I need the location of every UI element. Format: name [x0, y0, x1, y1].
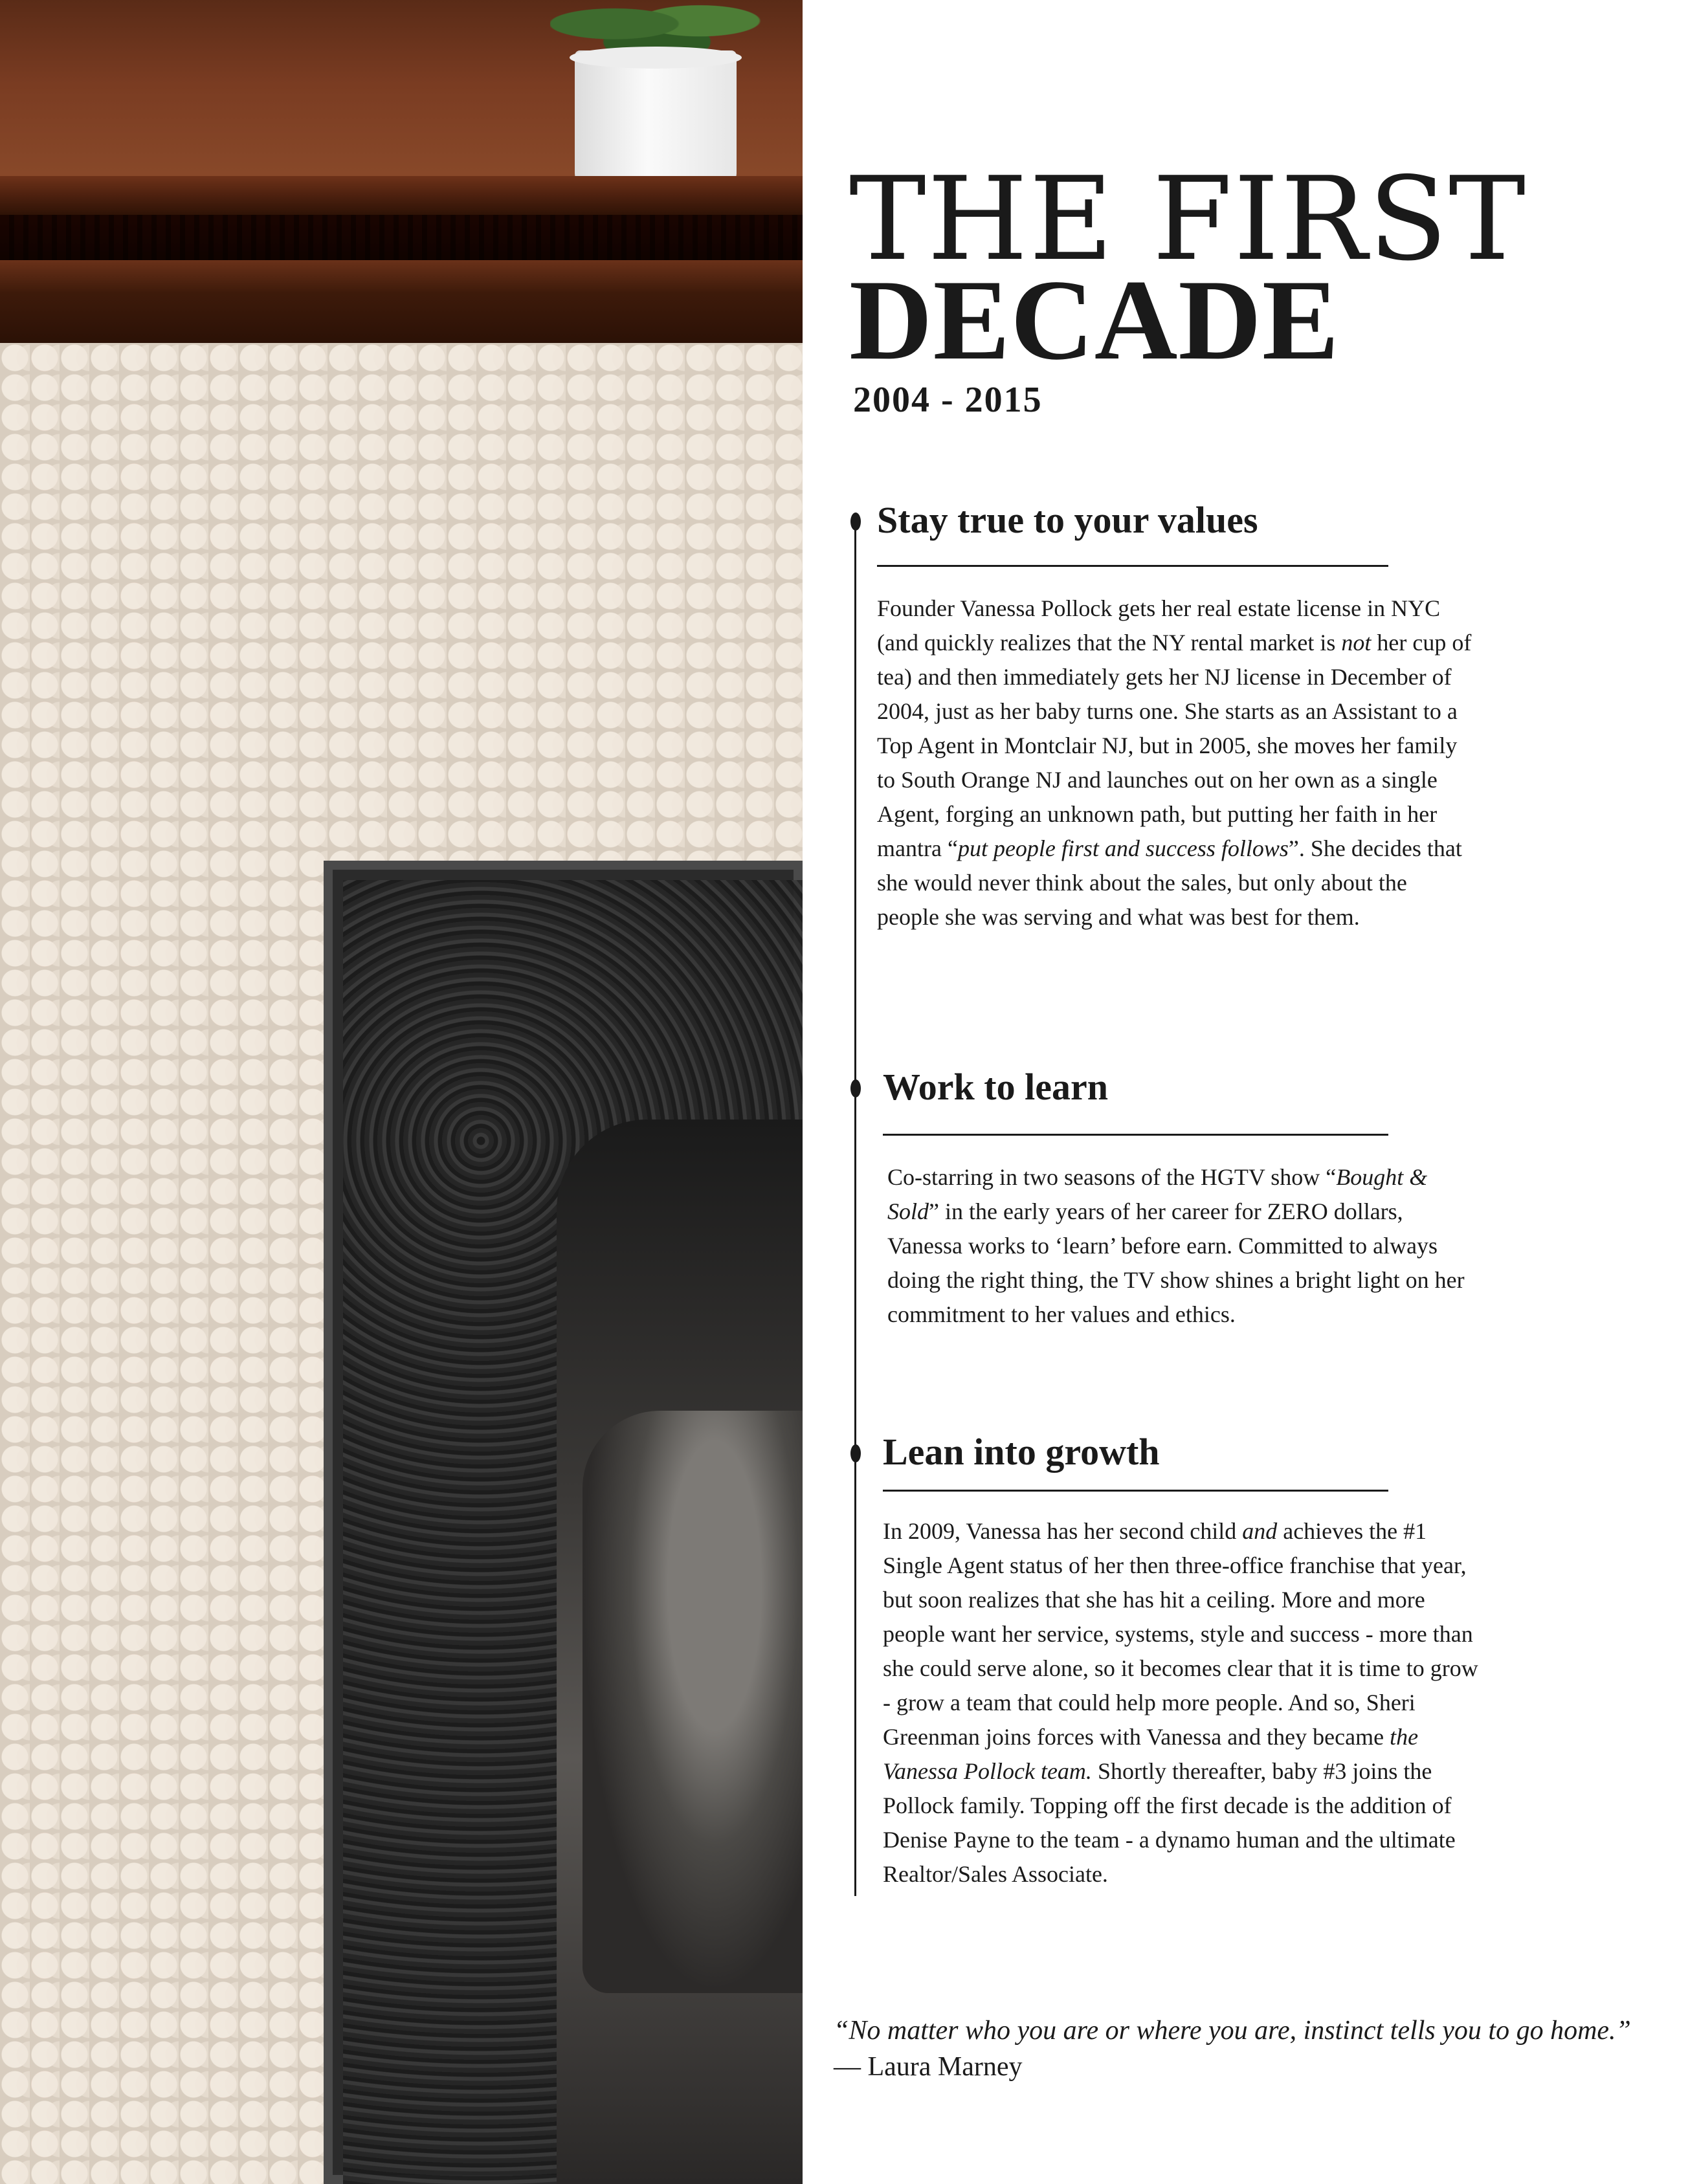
quote-text: “No matter who you are or where you are, instinct tells you to go home.” [834, 2016, 1631, 2046]
section-heading: Work to learn [883, 1066, 1108, 1108]
timeline-line [854, 518, 856, 1896]
body-text: ” in the early years of her career for ZERO dollars, Vanessa works to ‘learn’ before earn. Committed to always doing the right thing, the TV show shines a bright light on her commitment to her values and ethics. [887, 1198, 1465, 1327]
quote-author: — Laura Marney [834, 2052, 1023, 2082]
body-text: Co-starring in two seasons of the HGTV show “ [887, 1164, 1337, 1190]
timeline-dot [850, 513, 861, 531]
section-body [877, 591, 1472, 934]
section-body [887, 1160, 1483, 1332]
timeline-dot [850, 1444, 861, 1462]
fireplace-grate [583, 1411, 803, 1993]
body-text: Shortly thereafter, baby #3 joins the Pollock family. Topping off the first decade is the addition of Denise Payne to the team - a dynamo human and the ultimate Realtor/Sales Associate. [883, 1758, 1456, 1887]
section-rule [877, 565, 1388, 567]
section-rule [883, 1134, 1388, 1136]
mantel-bead-molding [0, 215, 803, 260]
page-title-line1: THE FIRST [849, 152, 1527, 286]
body-text: her cup of tea) and then immediately gets her NJ license in December of 2004, just as her baby turns one. She starts as an Assistant to a Top Agent in Montclair NJ, but in 2005, she moves her family to South Orange NJ and launches out on her own as a single Agent, forging an unknown path, but putting her faith in her mantra “ [877, 630, 1472, 861]
fireplace-photo [0, 0, 803, 2184]
plant-pot [575, 50, 737, 186]
section-heading: Lean into growth [883, 1431, 1160, 1473]
body-emphasis: the Vanessa Pollock team. [883, 1724, 1419, 1784]
section-body [883, 1514, 1478, 1892]
year-range: 2004 - 2015 [853, 380, 1043, 420]
body-text: achieves the #1 Single Agent status of her then three-office franchise that year, but soon realizes that she has hit a ceiling. More and more people want her service, systems, style and success - more than she could serve alone, so it becomes clear that it is time to grow - grow a team that could help more people. And so, Sheri Greenman joins forces with Vanessa and they became [883, 1518, 1478, 1750]
body-text: Founder Vanessa Pollock gets her real estate license in NYC (and quickly realizes that the NY rental market is [877, 595, 1441, 656]
body-text: ”. She decides that she would never think about the sales, but only about the people she was serving and what was best for them. [877, 835, 1462, 930]
mantel-shelf [0, 176, 803, 215]
body-emphasis: and [1242, 1518, 1278, 1544]
body-emphasis: not [1341, 630, 1371, 656]
mantel-base [0, 260, 803, 343]
body-emphasis: put people first and success follows [957, 835, 1289, 861]
closing-quote [834, 2013, 1688, 2085]
body-emphasis: Bought & Sold [887, 1164, 1428, 1224]
page-title-line2: DECADE [849, 256, 1340, 384]
body-text: In 2009, Vanessa has her second child [883, 1518, 1243, 1544]
section-heading: Stay true to your values [877, 499, 1258, 541]
timeline-dot [850, 1079, 861, 1098]
section-rule [883, 1490, 1388, 1492]
content-column [803, 0, 1699, 2184]
plant-pot-rim [570, 47, 742, 69]
